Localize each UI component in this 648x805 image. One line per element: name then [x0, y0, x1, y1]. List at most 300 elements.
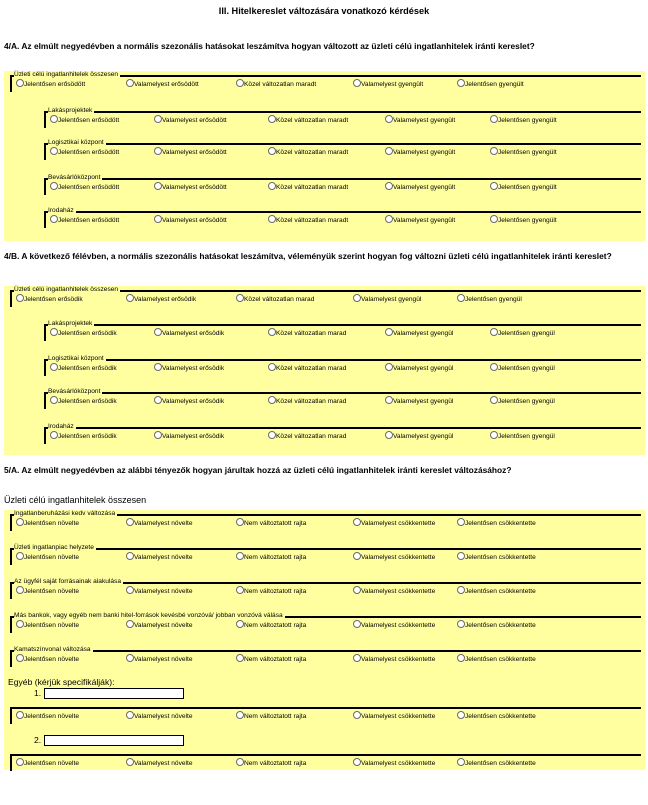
radio-button[interactable] — [236, 711, 244, 719]
radio-option[interactable] — [126, 654, 193, 665]
radio-button[interactable] — [126, 79, 134, 87]
radio-button[interactable] — [126, 620, 134, 628]
radio-button[interactable] — [126, 518, 134, 526]
radio-button[interactable] — [126, 758, 134, 766]
radio-button[interactable] — [353, 620, 361, 628]
radio-button[interactable] — [154, 363, 162, 371]
radio-button[interactable] — [154, 182, 162, 190]
group-label: Az ügyfél saját forrásainak alakulása — [14, 578, 122, 585]
radio-option[interactable] — [154, 215, 227, 226]
radio-option[interactable] — [385, 147, 455, 158]
group-label: Kamatszínvonal változása — [14, 646, 91, 653]
radio-option[interactable] — [268, 147, 348, 158]
radio-button[interactable] — [16, 711, 24, 719]
radio-button[interactable] — [154, 115, 162, 123]
radio-option[interactable] — [457, 518, 536, 529]
radio-label: Közel változatlan maradt — [276, 149, 349, 156]
radio-button[interactable] — [268, 182, 276, 190]
radio-button[interactable] — [154, 431, 162, 439]
radio-option[interactable] — [457, 654, 536, 665]
group-label: Irodaház — [48, 423, 74, 430]
radio-button[interactable] — [385, 182, 393, 190]
group-label: Üzleti célú ingatlanhitelek összesen — [14, 286, 119, 293]
radio-button[interactable] — [490, 147, 498, 155]
radio-label: Jelentősen erősödik — [58, 433, 117, 440]
group-1 — [10, 287, 641, 305]
question-4b-panel — [4, 286, 645, 455]
radio-option[interactable] — [385, 363, 453, 374]
radio-option[interactable] — [236, 79, 316, 90]
radio-option[interactable] — [457, 758, 536, 769]
radio-button[interactable] — [154, 147, 162, 155]
radio-label: Jelentősen növelte — [24, 656, 79, 663]
radio-label: Valamelyest gyengült — [393, 117, 456, 124]
radio-button[interactable] — [126, 294, 134, 302]
radio-button[interactable] — [16, 758, 24, 766]
radio-label: Közel változatlan marad — [276, 365, 347, 372]
question-5a-subtitle: Üzleti célú ingatlanhitelek összesen — [4, 495, 147, 505]
radio-option[interactable] — [385, 182, 455, 193]
other-input-2[interactable] — [44, 735, 184, 746]
radio-label: Jelentősen csökkentette — [465, 554, 536, 561]
radio-button[interactable] — [50, 215, 58, 223]
radio-option[interactable] — [353, 294, 421, 305]
radio-option[interactable] — [457, 711, 536, 722]
radio-option[interactable] — [50, 215, 119, 226]
radio-option[interactable] — [490, 182, 557, 193]
radio-label: Valamelyest gyengült — [393, 149, 456, 156]
radio-label: Nem változtatott rajta — [244, 656, 307, 663]
radio-button[interactable] — [236, 654, 244, 662]
radio-label: Valamelyest növelte — [134, 520, 193, 527]
radio-label: Jelentősen erősödik — [58, 398, 117, 405]
radio-button[interactable] — [353, 758, 361, 766]
radio-label: Nem változtatott rajta — [244, 588, 307, 595]
radio-option[interactable] — [353, 711, 435, 722]
radio-button[interactable] — [50, 115, 58, 123]
radio-option[interactable] — [353, 552, 435, 563]
radio-label: Valamelyest csökkentette — [361, 554, 436, 561]
radio-label: Valamelyest csökkentette — [361, 713, 436, 720]
group-label: Ingatlanberuházási kedv változása — [14, 510, 116, 517]
radio-option[interactable] — [154, 115, 227, 126]
radio-label: Valamelyest növelte — [134, 713, 193, 720]
radio-option[interactable] — [457, 79, 524, 90]
radio-label: Jelentősen növelte — [24, 760, 79, 767]
radio-option[interactable] — [385, 115, 455, 126]
radio-label: Közel változatlan marad — [276, 330, 347, 337]
radio-button[interactable] — [50, 363, 58, 371]
radio-button[interactable] — [236, 758, 244, 766]
radio-label: Valamelyest erősödött — [162, 217, 227, 224]
radio-option[interactable] — [353, 620, 435, 631]
radio-label: Jelentősen csökkentette — [465, 656, 536, 663]
radio-button[interactable] — [490, 115, 498, 123]
radio-button[interactable] — [457, 711, 465, 719]
group-2 — [44, 108, 641, 126]
radio-button[interactable] — [385, 328, 393, 336]
radio-label: Jelentősen növelte — [24, 520, 79, 527]
radio-option[interactable] — [154, 396, 224, 407]
radio-option[interactable] — [16, 79, 85, 90]
radio-option[interactable] — [385, 396, 453, 407]
radio-button[interactable] — [490, 363, 498, 371]
radio-button[interactable] — [236, 620, 244, 628]
radio-option[interactable] — [16, 294, 83, 305]
radio-option[interactable] — [126, 711, 193, 722]
radio-button[interactable] — [457, 552, 465, 560]
radio-option[interactable] — [353, 518, 435, 529]
radio-label: Nem változtatott rajta — [244, 713, 307, 720]
radio-option[interactable] — [490, 363, 555, 374]
radio-button[interactable] — [154, 328, 162, 336]
radio-option[interactable] — [50, 147, 119, 158]
other-label: Egyéb (kérjük specifikálják): — [8, 677, 115, 687]
radio-label: Jelentősen erősödött — [24, 81, 86, 88]
radio-button[interactable] — [268, 396, 276, 404]
radio-label: Valamelyest erősödik — [134, 296, 197, 303]
radio-option[interactable] — [50, 396, 117, 407]
radio-label: Valamelyest erősödött — [162, 149, 227, 156]
radio-button[interactable] — [385, 396, 393, 404]
radio-button[interactable] — [236, 552, 244, 560]
radio-button[interactable] — [490, 328, 498, 336]
radio-option[interactable] — [126, 294, 196, 305]
radio-label: Jelentősen erősödött — [58, 117, 120, 124]
radio-option[interactable] — [385, 215, 455, 226]
radio-option[interactable] — [16, 758, 79, 769]
radio-label: Valamelyest erősödött — [162, 184, 227, 191]
group-1 — [10, 72, 641, 90]
radio-button[interactable] — [385, 363, 393, 371]
radio-option[interactable] — [50, 363, 117, 374]
radio-label: Jelentősen gyengült — [465, 81, 524, 88]
group-3 — [44, 356, 641, 374]
radio-option[interactable] — [236, 620, 306, 631]
radio-button[interactable] — [268, 115, 276, 123]
radio-label: Jelentősen gyengült — [498, 117, 557, 124]
radio-option[interactable] — [236, 552, 306, 563]
radio-label: Jelentősen gyengül — [498, 365, 555, 372]
radio-label: Valamelyest gyengül — [393, 330, 454, 337]
radio-option[interactable] — [126, 620, 193, 631]
radio-label: Valamelyest gyengült — [393, 217, 456, 224]
radio-option[interactable] — [16, 711, 79, 722]
group-label: Lakásprojektek — [48, 107, 93, 114]
radio-button[interactable] — [50, 182, 58, 190]
radio-option[interactable] — [385, 431, 453, 442]
radio-button[interactable] — [126, 586, 134, 594]
radio-button[interactable] — [268, 431, 276, 439]
radio-option[interactable] — [457, 620, 536, 631]
radio-label: Valamelyest növelte — [134, 588, 193, 595]
radio-button[interactable] — [457, 518, 465, 526]
radio-button[interactable] — [50, 328, 58, 336]
radio-label: Jelentősen csökkentette — [465, 760, 536, 767]
group-4 — [44, 175, 641, 193]
radio-button[interactable] — [457, 586, 465, 594]
radio-label: Valamelyest gyengül — [361, 296, 422, 303]
radio-button[interactable] — [353, 654, 361, 662]
radio-button[interactable] — [353, 552, 361, 560]
radio-option[interactable] — [236, 518, 306, 529]
radio-option[interactable] — [457, 586, 536, 597]
radio-label: Jelentősen gyengül — [498, 398, 555, 405]
radio-label: Jelentősen erősödik — [24, 296, 83, 303]
radio-label: Jelentősen növelte — [24, 588, 79, 595]
radio-button[interactable] — [16, 620, 24, 628]
radio-button[interactable] — [16, 518, 24, 526]
radio-label: Valamelyest csökkentette — [361, 760, 436, 767]
radio-button[interactable] — [353, 711, 361, 719]
radio-option[interactable] — [50, 328, 117, 339]
other-input-1[interactable] — [44, 688, 184, 699]
radio-label: Jelentősen erősödik — [58, 330, 117, 337]
factor-group-3 — [10, 579, 641, 597]
group-3 — [44, 140, 641, 158]
radio-option[interactable] — [154, 431, 224, 442]
radio-label: Jelentősen gyengült — [498, 149, 557, 156]
radio-label: Valamelyest erősödik — [162, 398, 225, 405]
radio-option[interactable] — [154, 363, 224, 374]
radio-option[interactable] — [16, 552, 79, 563]
radio-option[interactable] — [50, 182, 119, 193]
radio-label: Nem változtatott rajta — [244, 760, 307, 767]
radio-option[interactable] — [457, 294, 522, 305]
radio-button[interactable] — [353, 586, 361, 594]
radio-option[interactable] — [16, 620, 79, 631]
radio-button[interactable] — [385, 215, 393, 223]
question-5a-panel — [4, 510, 645, 770]
radio-label: Jelentősen gyengül — [498, 433, 555, 440]
radio-label: Valamelyest növelte — [134, 760, 193, 767]
radio-label: Valamelyest gyengül — [393, 433, 454, 440]
radio-button[interactable] — [353, 294, 361, 302]
question-4b: 4/B. A következő félévben, a normális szezonális hatásokat leszámítva, véleményük szerint hogyan fog változni üzleti célú ingatlanhitelek iránti kereslet? — [4, 251, 612, 261]
radio-button[interactable] — [236, 79, 244, 87]
radio-button[interactable] — [457, 620, 465, 628]
radio-label: Közel változatlan maradt — [276, 117, 349, 124]
radio-button[interactable] — [50, 431, 58, 439]
radio-button[interactable] — [50, 147, 58, 155]
radio-button[interactable] — [457, 79, 465, 87]
radio-button[interactable] — [353, 79, 361, 87]
factor-group-4 — [10, 613, 641, 631]
radio-option[interactable] — [490, 147, 557, 158]
radio-option[interactable] — [154, 182, 227, 193]
radio-label: Nem változtatott rajta — [244, 622, 307, 629]
radio-option[interactable] — [268, 215, 348, 226]
radio-label: Közel változatlan marad — [276, 433, 347, 440]
other-group-2 — [10, 751, 641, 769]
group-4 — [44, 389, 641, 407]
radio-button[interactable] — [268, 147, 276, 155]
radio-label: Közel változatlan marad — [276, 398, 347, 405]
radio-label: Jelentősen gyengült — [498, 217, 557, 224]
radio-label: Valamelyest erősödött — [134, 81, 199, 88]
radio-option[interactable] — [16, 518, 79, 529]
radio-button[interactable] — [16, 294, 24, 302]
other-item-number: 1. — [34, 688, 42, 698]
radio-label: Valamelyest gyengült — [393, 184, 456, 191]
radio-option[interactable] — [268, 363, 346, 374]
radio-option[interactable] — [353, 79, 423, 90]
radio-option[interactable] — [126, 552, 193, 563]
group-label: Üzleti célú ingatlanhitelek összesen — [14, 71, 119, 78]
question-4a: 4/A. Az elmúlt negyedévben a normális szezonális hatásokat leszámítva hogyan változott az üzleti célú ingatlanhitelek iránti kereslet? — [4, 41, 535, 51]
radio-button[interactable] — [154, 396, 162, 404]
radio-button[interactable] — [16, 552, 24, 560]
radio-option[interactable] — [16, 654, 79, 665]
radio-label: Közel változatlan maradt — [276, 184, 349, 191]
radio-option[interactable] — [490, 215, 557, 226]
radio-option[interactable] — [268, 328, 346, 339]
radio-button[interactable] — [16, 586, 24, 594]
radio-label: Közel változatlan marad — [244, 296, 315, 303]
radio-option[interactable] — [236, 586, 306, 597]
radio-label: Jelentősen csökkentette — [465, 622, 536, 629]
group-label: Más bankok, vagy egyéb nem banki hitel-források kevésbé vonzóvá/ jobban vonzóvá válása — [14, 612, 283, 619]
radio-option[interactable] — [126, 758, 193, 769]
radio-label: Nem változtatott rajta — [244, 520, 307, 527]
radio-label: Jelentősen növelte — [24, 554, 79, 561]
radio-label: Valamelyest növelte — [134, 554, 193, 561]
radio-option[interactable] — [353, 586, 435, 597]
radio-option[interactable] — [236, 294, 314, 305]
group-label: Logisztikai központ — [48, 139, 104, 146]
radio-button[interactable] — [236, 294, 244, 302]
group-5 — [44, 424, 641, 442]
question-4a-panel — [4, 71, 645, 241]
radio-label: Valamelyest gyengül — [393, 398, 454, 405]
radio-label: Valamelyest gyengül — [393, 365, 454, 372]
radio-option[interactable] — [268, 396, 346, 407]
radio-option[interactable] — [490, 396, 555, 407]
radio-option[interactable] — [268, 182, 348, 193]
radio-option[interactable] — [490, 431, 555, 442]
radio-option[interactable] — [236, 654, 306, 665]
radio-button[interactable] — [126, 552, 134, 560]
radio-label: Valamelyest csökkentette — [361, 656, 436, 663]
radio-option[interactable] — [126, 586, 193, 597]
radio-button[interactable] — [126, 654, 134, 662]
group-label: Bevásárlóközpont — [48, 174, 101, 181]
radio-option[interactable] — [126, 79, 199, 90]
radio-option[interactable] — [16, 586, 79, 597]
radio-option[interactable] — [154, 147, 227, 158]
group-label: Lakásprojektek — [48, 320, 93, 327]
radio-option[interactable] — [154, 328, 224, 339]
group-label: Irodaház — [48, 207, 74, 214]
radio-label: Jelentősen gyengült — [498, 184, 557, 191]
radio-label: Jelentősen erősödött — [58, 149, 120, 156]
radio-label: Jelentősen gyengül — [498, 330, 555, 337]
radio-button[interactable] — [490, 182, 498, 190]
radio-label: Valamelyest erősödik — [162, 365, 225, 372]
radio-button[interactable] — [16, 654, 24, 662]
radio-label: Jelentősen növelte — [24, 622, 79, 629]
radio-label: Jelentősen növelte — [24, 713, 79, 720]
radio-option[interactable] — [236, 711, 306, 722]
radio-button[interactable] — [457, 294, 465, 302]
radio-option[interactable] — [353, 654, 435, 665]
page-title: III. Hitelkereslet változására vonatkozó kérdések — [218, 6, 430, 16]
radio-option[interactable] — [385, 328, 453, 339]
radio-button[interactable] — [457, 758, 465, 766]
radio-option[interactable] — [353, 758, 435, 769]
radio-button[interactable] — [490, 396, 498, 404]
radio-option[interactable] — [268, 431, 346, 442]
group-2 — [44, 321, 641, 339]
radio-button[interactable] — [268, 363, 276, 371]
factor-group-2 — [10, 545, 641, 563]
radio-label: Jelentősen csökkentette — [465, 588, 536, 595]
radio-button[interactable] — [490, 215, 498, 223]
radio-button[interactable] — [268, 328, 276, 336]
radio-button[interactable] — [353, 518, 361, 526]
radio-label: Jelentősen csökkentette — [465, 713, 536, 720]
radio-label: Valamelyest növelte — [134, 622, 193, 629]
radio-option[interactable] — [50, 431, 117, 442]
radio-button[interactable] — [457, 654, 465, 662]
radio-option[interactable] — [50, 115, 119, 126]
radio-label: Nem változtatott rajta — [244, 554, 307, 561]
other-group-1 — [10, 704, 641, 722]
radio-option[interactable] — [490, 115, 557, 126]
radio-label: Jelentősen gyengül — [465, 296, 522, 303]
radio-button[interactable] — [268, 215, 276, 223]
radio-label: Közel változatlan maradt — [276, 217, 349, 224]
group-label: Üzleti ingatlanpiac helyzete — [14, 544, 94, 551]
question-5a: 5/A. Az elmúlt negyedévben az alábbi tényezők hogyan járultak hozzá az üzleti célú ingatlanhitelek iránti kereslet változásához? — [4, 465, 512, 475]
radio-button[interactable] — [236, 586, 244, 594]
radio-label: Valamelyest csökkentette — [361, 520, 436, 527]
radio-button[interactable] — [490, 431, 498, 439]
radio-option[interactable] — [490, 328, 555, 339]
radio-button[interactable] — [16, 79, 24, 87]
group-5 — [44, 208, 641, 226]
radio-button[interactable] — [385, 431, 393, 439]
radio-option[interactable] — [268, 115, 348, 126]
radio-button[interactable] — [126, 711, 134, 719]
radio-label: Valamelyest gyengült — [361, 81, 424, 88]
radio-option[interactable] — [126, 518, 193, 529]
radio-label: Valamelyest növelte — [134, 656, 193, 663]
radio-label: Jelentősen csökkentette — [465, 520, 536, 527]
radio-label: Valamelyest erősödik — [162, 433, 225, 440]
factor-group-1 — [10, 511, 641, 529]
radio-option[interactable] — [236, 758, 306, 769]
factor-group-5 — [10, 647, 641, 665]
radio-button[interactable] — [154, 215, 162, 223]
radio-label: Valamelyest erősödik — [162, 330, 225, 337]
radio-button[interactable] — [50, 396, 58, 404]
radio-button[interactable] — [236, 518, 244, 526]
radio-label: Közel változatlan maradt — [244, 81, 317, 88]
radio-label: Jelentősen erősödik — [58, 365, 117, 372]
radio-label: Valamelyest erősödött — [162, 117, 227, 124]
radio-label: Jelentősen erősödött — [58, 184, 120, 191]
radio-label: Valamelyest csökkentette — [361, 622, 436, 629]
radio-label: Jelentősen erősödött — [58, 217, 120, 224]
radio-button[interactable] — [385, 115, 393, 123]
group-label: Bevásárlóközpont — [48, 388, 101, 395]
other-item-number: 2. — [34, 735, 42, 745]
radio-label: Valamelyest csökkentette — [361, 588, 436, 595]
group-label: Logisztikai központ — [48, 355, 104, 362]
radio-button[interactable] — [385, 147, 393, 155]
radio-option[interactable] — [457, 552, 536, 563]
